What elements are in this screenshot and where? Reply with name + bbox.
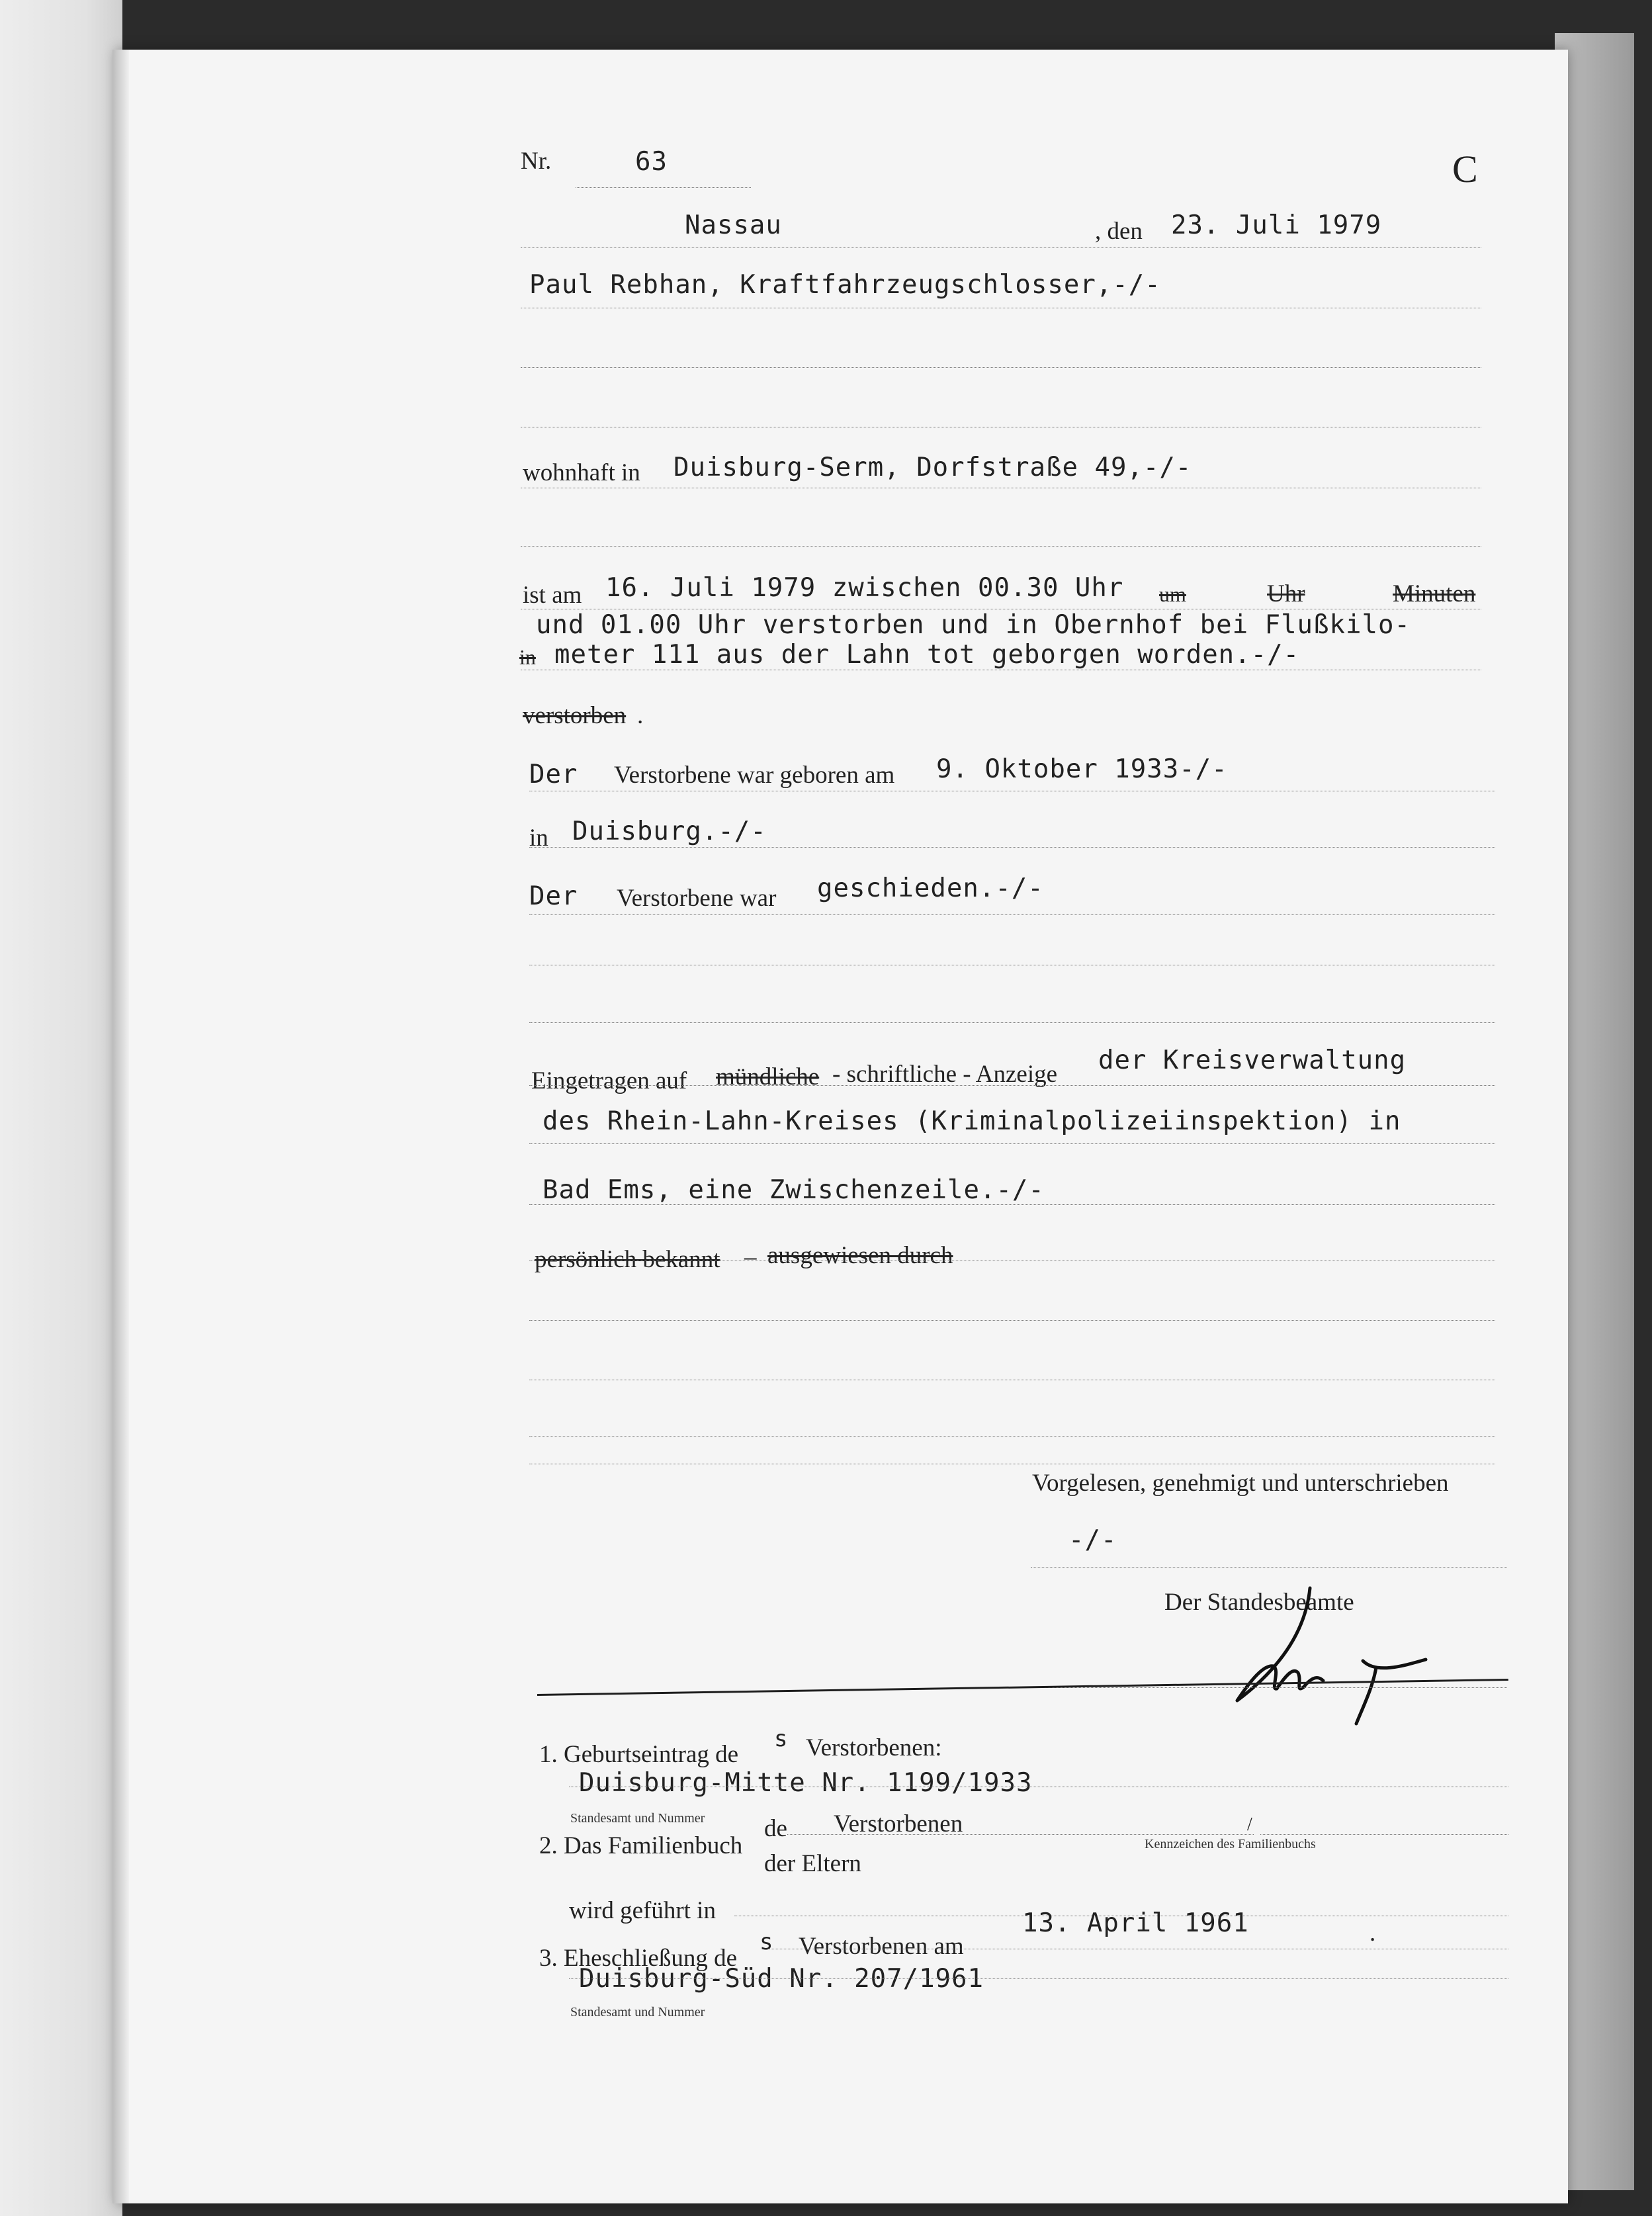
signature-line-value: -/- (1068, 1525, 1117, 1555)
footnote-2-caption: Kennzeichen des Familienbuchs (1145, 1837, 1316, 1851)
struck-minuten: Minuten (1393, 580, 1476, 607)
footnote-1-rest: Verstorbenen: (806, 1734, 942, 1761)
footnote-2-de: de (764, 1815, 787, 1842)
name-occupation: Paul Rebhan, Kraftfahrzeugschlosser,-/- (529, 270, 1161, 300)
struck-um: um (1159, 582, 1186, 606)
rule-reg-3 (529, 1204, 1495, 1205)
struck-ausgewiesen: ausgewiesen durch (767, 1242, 953, 1269)
registration-line-2: des Rhein-Lahn-Kreises (Kriminalpolizeiinspektion) in (543, 1106, 1401, 1136)
footnote-1-value: Duisburg-Mitte Nr. 1199/1933 (579, 1768, 1033, 1798)
rule-blank-3 (521, 546, 1481, 547)
rule-reg-2 (529, 1143, 1495, 1144)
footnote-3-value: Duisburg-Süd Nr. 207/1961 (579, 1964, 984, 1994)
death-line-2: und 01.00 Uhr verstorben und in Obernhof bei Flußkilo- (536, 610, 1411, 640)
death-period: . (637, 702, 644, 729)
marital-der: Der (529, 881, 578, 911)
struck-in: in (519, 645, 536, 669)
rule-signature (1031, 1567, 1507, 1568)
footnote-3-date: 13. April 1961 (1022, 1908, 1249, 1938)
death-label: ist am (523, 582, 582, 609)
footnote-1-s: s (774, 1726, 789, 1752)
death-line-1: 16. Juli 1979 zwischen 00.30 Uhr (605, 573, 1124, 603)
birth-date: 9. Oktober 1933-/- (936, 754, 1228, 784)
struck-verstorben: verstorben (523, 702, 627, 729)
rule-standesbeamte (1031, 1687, 1507, 1688)
rule-reg-1 (529, 1085, 1495, 1086)
rule-blank-1 (521, 367, 1481, 368)
date-prefix: , den (1095, 218, 1143, 245)
rule-blank-8 (529, 1436, 1495, 1437)
registration-line-1: der Kreisverwaltung (1098, 1045, 1407, 1075)
footnote-3-rest: Verstorbenen am (799, 1933, 964, 1960)
footnote-2-value: Verstorbenen (834, 1810, 963, 1838)
registration-label-rest: - schriftliche - Anzeige (832, 1061, 1058, 1088)
footnote-3-caption: Standesamt und Nummer (570, 2005, 705, 2019)
place-date-rule (521, 247, 1481, 248)
birth-place: Duisburg.-/- (572, 817, 767, 846)
birth-in-label: in (529, 824, 548, 852)
footnote-1-caption: Standesamt und Nummer (570, 1811, 705, 1826)
book-left-page (0, 0, 122, 2216)
struck-uhr: Uhr (1267, 580, 1305, 607)
struck-muendliche: mündliche (716, 1063, 820, 1090)
rule-blank-6 (529, 1320, 1495, 1321)
registration-label: Eingetragen auf (531, 1067, 687, 1094)
date: 23. Juli 1979 (1171, 210, 1382, 240)
footnote-2-label: 2. Das Familienbuch (539, 1832, 743, 1859)
rule-footnote-2 (787, 1834, 1254, 1835)
residence: Duisburg-Serm, Dorfstraße 49,-/- (674, 453, 1192, 482)
rule-marital (529, 914, 1495, 915)
registration-line-3: Bad Ems, eine Zwischenzeile.-/- (543, 1175, 1045, 1205)
registration-dash: – (744, 1243, 757, 1270)
vorgelesen-text: Vorgelesen, genehmigt und unterschrieben (1032, 1470, 1449, 1497)
footnote-2-der-eltern: der Eltern (764, 1850, 861, 1877)
footnote-2-wird: wird geführt in (569, 1897, 716, 1924)
standesbeamte-label: Der Standesbeamte (1164, 1589, 1354, 1616)
marital-label: Verstorbene war (617, 885, 777, 912)
death-line-3: meter 111 aus der Lahn tot geborgen worden.-/- (554, 640, 1300, 670)
nr-label: Nr. (521, 148, 552, 175)
footnote-3-dot: . (1369, 1920, 1376, 1947)
book-gutter (112, 50, 129, 2203)
place: Nassau (685, 210, 782, 240)
footnote-3-s: s (760, 1929, 774, 1955)
footnote-2-slash: / (1247, 1814, 1252, 1835)
rule-footnote-2b (1260, 1834, 1508, 1835)
birth-label: Verstorbene war geboren am (614, 762, 895, 789)
residence-label: wohnhaft in (523, 459, 640, 486)
register-letter: C (1452, 148, 1478, 191)
struck-persoenlich: persönlich bekannt (535, 1246, 720, 1273)
rule-birth-place (529, 847, 1495, 848)
marital-status: geschieden.-/- (817, 873, 1044, 903)
rule-footnote-3b (569, 1978, 1508, 1979)
footnote-1-label: 1. Geburtseintrag de (539, 1741, 739, 1768)
nr-rule (576, 187, 751, 188)
official-signature (1211, 1581, 1449, 1734)
rule-blank-5 (529, 1022, 1495, 1023)
nr-value: 63 (635, 147, 668, 177)
footnote-3-label: 3. Eheschließung de (539, 1945, 737, 1972)
birth-der: Der (529, 760, 578, 789)
